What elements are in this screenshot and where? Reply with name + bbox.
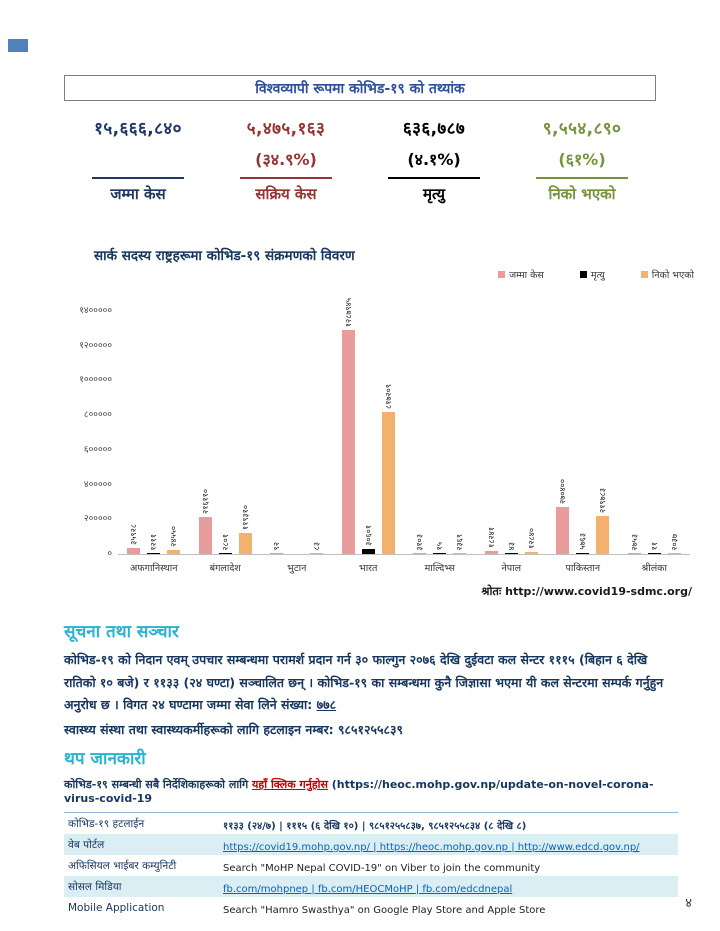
legend-label: मृत्यु bbox=[590, 270, 605, 281]
x-axis-category-label: भुटान bbox=[287, 563, 307, 574]
bar-0-4 bbox=[413, 553, 426, 554]
stat-total-cases bbox=[64, 116, 212, 204]
bar-2-5 bbox=[525, 552, 538, 554]
more-info-heading: थप जानकारी bbox=[64, 749, 146, 769]
chart-plot bbox=[79, 298, 690, 574]
bar-2-6 bbox=[596, 516, 609, 554]
health-worker-hotline-line: स्वास्थ्य संस्था तथा स्वास्थ्यकर्मीहरूको लागि हटलाइन नम्बर: ९८५१२५५८३९ bbox=[64, 721, 404, 737]
more-info-section bbox=[64, 746, 678, 918]
bar-1-4 bbox=[433, 553, 446, 554]
global-stats-title: विश्वव्यापी रूपमा कोभिड-१९ को तथ्यांक bbox=[255, 80, 465, 97]
bar-0-3 bbox=[342, 330, 355, 554]
x-axis-category-label: अफगानिस्थान bbox=[130, 563, 178, 574]
contact-info-table bbox=[64, 812, 678, 918]
bar-value-label: ३५९२८ bbox=[129, 523, 139, 545]
stat-label: जम्मा केस bbox=[110, 185, 166, 203]
bar-0-5 bbox=[485, 551, 498, 554]
mobile-app-instructions: Search "Hamro Swasthya" on Google Play Store and Apple Store bbox=[223, 905, 546, 916]
stat-percent: (४.१%) bbox=[407, 150, 461, 169]
x-axis-category-label: नेपाल bbox=[501, 563, 522, 574]
row-label: वेब पोर्टल bbox=[68, 838, 105, 851]
web-portal-links[interactable]: https://covid19.mohp.gov.np/ | https://heoc.mohp.gov.np | http://www.edcd.gov.np/ bbox=[223, 842, 640, 853]
bar-1-1 bbox=[219, 553, 232, 554]
stat-active-cases bbox=[212, 116, 360, 204]
global-stats-title-box bbox=[64, 75, 656, 101]
bar-2-0 bbox=[167, 550, 180, 554]
bar-value-label: ११९३१० bbox=[240, 505, 250, 531]
bar-value-label: १५ bbox=[435, 542, 445, 551]
info-section-heading: सूचना तथा सञ्चार bbox=[64, 622, 179, 642]
stat-label: निको भएको bbox=[548, 185, 616, 203]
legend-swatch bbox=[498, 271, 505, 278]
bar-value-label: १८२४१ bbox=[486, 527, 496, 548]
stat-recovered bbox=[508, 116, 656, 204]
stat-percent: (३४.९%) bbox=[255, 150, 317, 169]
stat-value: ५,४७५,१६३ bbox=[246, 119, 326, 139]
info-paragraph-text: कोभिड-१९ को निदान एवम् उपचार सम्बन्धमा परामर्श प्रदान गर्न ३० फाल्गुन २०७६ देखि दुईवटा कल सेन्टर १११५ (बिहान ६ देखि रातिको १० बजे) र ११३३ (२४ घण्टा) सञ्चालित छन् । कोभिड-१९ का सम्बन्धमा कुनै जिज्ञासा भएमा यी कल सेन्टरमा सम्पर्क गर्नुहुन अनुरोध छ । विगत २४ घण्टामा जम्मा सेवा लिने संख्या: bbox=[64, 652, 664, 712]
stat-value: १५,६६६,८४० bbox=[94, 119, 182, 139]
chart-source-line bbox=[481, 584, 692, 599]
legend-swatch bbox=[641, 271, 648, 278]
y-axis-tick: १०००००० bbox=[79, 375, 112, 386]
y-axis-tick: ६००००० bbox=[83, 444, 112, 455]
information-section bbox=[64, 619, 664, 741]
legend-item bbox=[498, 268, 544, 281]
table-row-mobile-app bbox=[64, 897, 678, 918]
table-row-viber bbox=[64, 855, 678, 876]
bar-value-label: ३०६०१ bbox=[363, 524, 373, 546]
legend-item bbox=[580, 268, 605, 281]
legend-item bbox=[641, 268, 694, 281]
stat-underline bbox=[240, 177, 332, 179]
bar-value-label: २१६११० bbox=[200, 488, 210, 514]
viber-instructions: Search "MoHP Nepal COVID-19" on Viber to join the community bbox=[223, 863, 541, 874]
bar-value-label: ३१०३ bbox=[415, 533, 425, 551]
legend-label: निको भएको bbox=[651, 270, 694, 281]
bar-value-label: १२११ bbox=[149, 533, 159, 551]
source-label: श्रोतः bbox=[481, 584, 502, 598]
bar-value-label: ९२ bbox=[272, 542, 282, 551]
info-paragraph bbox=[64, 649, 664, 717]
stat-underline bbox=[536, 177, 628, 179]
row-label: सोसल मिडिया bbox=[68, 880, 122, 893]
bar-2-4 bbox=[453, 553, 466, 554]
table-row-web-portal bbox=[64, 834, 678, 855]
stat-underline bbox=[92, 177, 184, 179]
click-here-link[interactable]: यहाँ क्लिक गर्नुहोस bbox=[252, 778, 328, 791]
bar-value-label: २१९७८३ bbox=[598, 487, 608, 513]
bar-0-6 bbox=[556, 507, 569, 554]
stat-underline bbox=[388, 177, 480, 179]
bar-0-1 bbox=[199, 517, 212, 555]
x-axis-category-label: माल्दिभ्स bbox=[424, 563, 455, 574]
bar-1-3 bbox=[362, 549, 375, 554]
bar-value-label: ११ bbox=[649, 542, 659, 551]
bar-0-2 bbox=[270, 553, 283, 554]
hotline-numbers: ११३३ (२४/७) | १११५ (६ देखि १०) | ९८५१२५५८३७, ९८५१२५५८३४ (८ देखि ८) bbox=[223, 821, 527, 832]
bar-value-label: ८३ bbox=[312, 542, 322, 551]
stat-percent bbox=[64, 148, 212, 170]
bar-value-label: २७५३ bbox=[629, 533, 639, 551]
legend-swatch bbox=[580, 271, 587, 278]
page-corner-mark bbox=[8, 39, 28, 52]
legend-label: जम्मा केस bbox=[509, 270, 544, 281]
y-axis-tick: १४००००० bbox=[79, 306, 112, 316]
bar-2-2 bbox=[310, 553, 323, 554]
bar-0-0 bbox=[127, 548, 140, 554]
x-axis-category-label: बंगलादेश bbox=[209, 563, 241, 574]
bar-0-7 bbox=[628, 553, 641, 554]
bar-value-label: २८०१ bbox=[220, 533, 230, 551]
x-axis-category-label: भारत bbox=[359, 563, 378, 574]
y-axis-tick: ८००००० bbox=[83, 410, 112, 421]
row-label: Mobile Application bbox=[68, 901, 165, 914]
y-axis-tick: ० bbox=[107, 549, 112, 559]
x-axis-category-label: पाकिस्तान bbox=[565, 563, 600, 574]
x-axis-category-label: श्रीलंका bbox=[641, 563, 667, 574]
bar-2-3 bbox=[382, 412, 395, 554]
bar-1-5 bbox=[505, 553, 518, 554]
stat-value: ९,५५४,८९० bbox=[542, 119, 622, 139]
bar-value-label: १२८७९४५ bbox=[343, 298, 353, 328]
y-axis-tick: ४००००० bbox=[83, 479, 112, 490]
stat-deaths bbox=[360, 116, 508, 204]
table-row-hotline bbox=[64, 813, 678, 835]
bar-1-7 bbox=[648, 553, 661, 554]
service-count: ७७८ bbox=[316, 697, 337, 712]
source-url: http://www.covid19-sdmc.org/ bbox=[505, 585, 692, 598]
stat-percent: (६१%) bbox=[558, 150, 606, 169]
stat-value: ६३६,७८७ bbox=[402, 119, 466, 139]
page-number: ४ bbox=[685, 896, 692, 911]
global-stats-row bbox=[64, 116, 656, 204]
bar-2-1 bbox=[239, 533, 252, 554]
bar-1-6 bbox=[576, 553, 589, 554]
y-axis-tick: २००००० bbox=[83, 514, 112, 525]
stat-label: मृत्यु bbox=[422, 185, 446, 203]
bar-value-label: २०३७ bbox=[669, 533, 679, 551]
bar-1-0 bbox=[147, 553, 160, 554]
guidelines-line bbox=[64, 777, 678, 805]
row-label: अफिसियल भाईबर कम्युनिटी bbox=[68, 859, 177, 872]
bar-value-label: १२८४० bbox=[526, 527, 536, 549]
saarc-covid-bar-chart bbox=[60, 244, 696, 586]
y-axis-tick: १२००००० bbox=[79, 340, 112, 351]
chart-title: सार्क सदस्य राष्ट्रहरूमा कोभिड-१९ संक्रमणको विवरण bbox=[94, 248, 355, 264]
bar-value-label: ८१७२०९ bbox=[383, 384, 393, 410]
row-label: कोभिड-१९ हटलाईन bbox=[68, 817, 145, 830]
social-media-links[interactable]: fb.com/mohpnep | fb.com/HEOCMoHP | fb.com/edcdnepal bbox=[223, 884, 513, 895]
table-row-social-media bbox=[64, 876, 678, 897]
guidelines-prefix: कोभिड-१९ सम्बन्धी सबै निर्देशिकाहरूको लागि bbox=[64, 778, 253, 791]
stat-label: सक्रिय केस bbox=[255, 185, 317, 203]
bar-2-7 bbox=[668, 553, 681, 554]
bar-value-label: ५७६३ bbox=[578, 533, 588, 550]
bar-value-label: २४५५० bbox=[169, 525, 179, 547]
chart-legend bbox=[498, 268, 694, 281]
bar-value-label: २७०४०० bbox=[558, 479, 568, 505]
bar-value-label: ४३ bbox=[506, 542, 516, 551]
guidelines-url: (https://heoc.mohp.gov.np/update-on-novel-corona-virus-covid-19 bbox=[64, 778, 654, 805]
bar-value-label: २३६९ bbox=[455, 533, 465, 551]
